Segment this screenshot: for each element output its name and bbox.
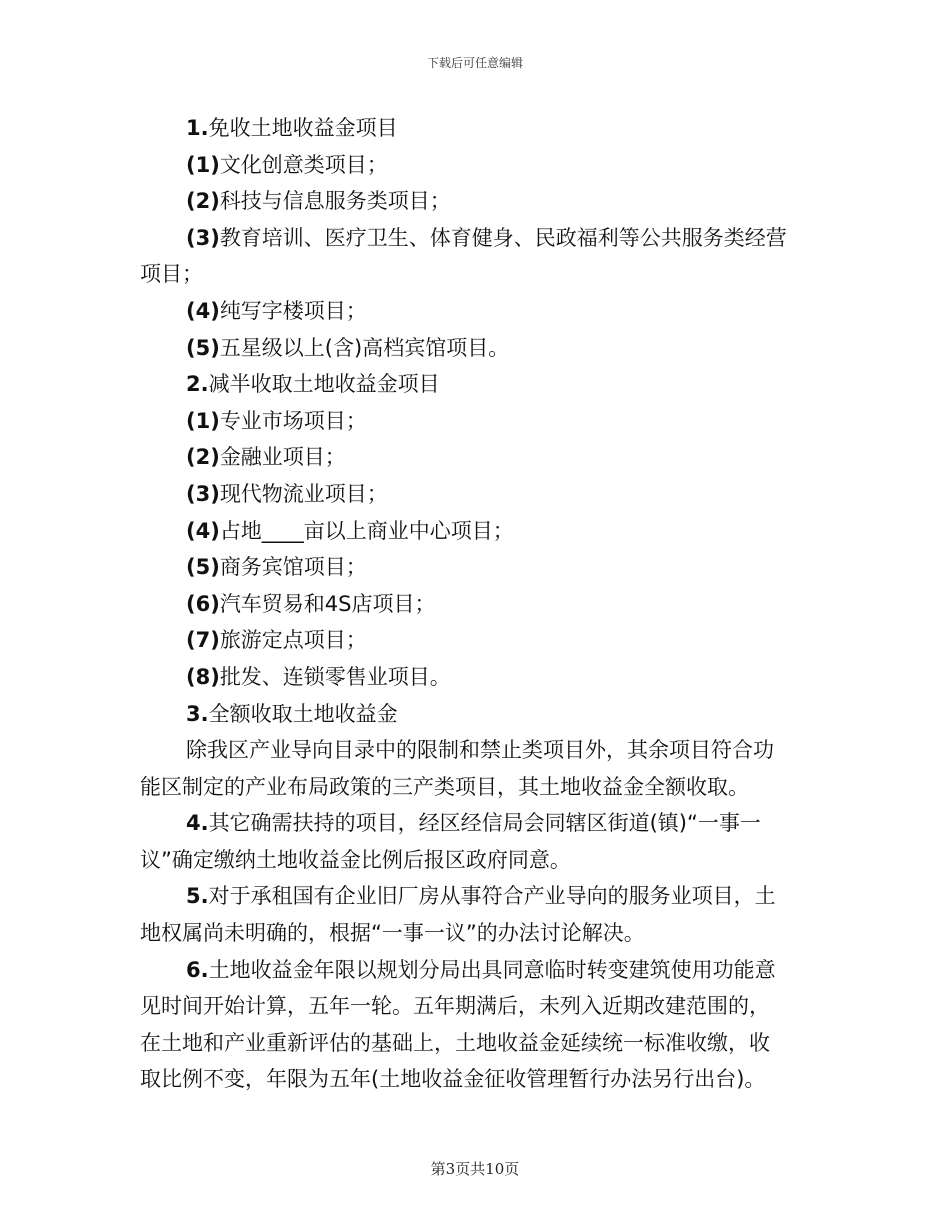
- text-line: [140, 183, 820, 220]
- item-number: 4.: [186, 811, 209, 836]
- line-text: 其它确需扶持的项目，经区经信局会同辖区街道(镇)“一事一: [208, 811, 761, 836]
- text-line: [140, 842, 820, 879]
- page-footer: 第3页共10页: [430, 1160, 520, 1178]
- line-text: 能区制定的产业布局政策的三产类项目，其土地收益金全额收取。: [140, 774, 749, 799]
- item-number: 3.: [186, 701, 209, 726]
- text-line: [140, 256, 820, 293]
- item-number: (5): [186, 555, 220, 580]
- line-text: 纯写字楼项目；: [219, 298, 367, 323]
- text-line: [140, 476, 820, 513]
- text-line: [140, 915, 820, 952]
- item-number: (1): [186, 408, 220, 433]
- item-number: 1.: [186, 116, 209, 140]
- line-text: 除我区产业导向目录中的限制和禁止类项目外，其余项目符合功: [186, 738, 774, 763]
- line-text: 批发、连锁零售业项目。: [219, 664, 451, 689]
- line-text: 金融业项目；: [219, 445, 346, 470]
- text-line: [140, 769, 820, 806]
- text-line: [140, 878, 820, 915]
- line-text: 商务宾馆项目；: [219, 555, 367, 580]
- line-text: 五星级以上(含)高档宾馆项目。: [219, 335, 510, 360]
- line-text: 旅游定点项目；: [219, 628, 367, 653]
- text-line: [140, 696, 820, 733]
- text-line: [140, 220, 820, 257]
- line-text: 取比例不变，年限为五年(土地收益金征收管理暂行办法另行出台)。: [140, 1067, 766, 1092]
- text-line: [140, 513, 820, 550]
- text-line: [140, 439, 820, 476]
- line-text: 项目；: [140, 262, 203, 287]
- item-number: (1): [186, 152, 220, 177]
- item-number: 6.: [186, 957, 209, 982]
- line-text: 专业市场项目；: [219, 408, 367, 433]
- text-line: [140, 586, 820, 623]
- text-line: [140, 988, 820, 1025]
- text-line: [140, 805, 820, 842]
- line-text: 汽车贸易和4S店项目；: [219, 591, 436, 616]
- item-number: (2): [186, 445, 220, 470]
- line-text: 对于承租国有企业旧厂房从事符合产业导向的服务业项目，土: [208, 884, 776, 909]
- item-number: (2): [186, 189, 220, 214]
- line-text: 现代物流业项目；: [219, 481, 388, 506]
- line-text: 议”确定缴纳土地收益金比例后报区政府同意。: [140, 847, 571, 872]
- line-text: 减半收取土地收益金项目: [208, 372, 440, 397]
- line-text: 在土地和产业重新评估的基础上，土地收益金延续统一标准收缴，收: [140, 1030, 770, 1055]
- line-text: 占地____亩以上商业中心项目；: [219, 518, 514, 543]
- item-number: (3): [186, 225, 220, 250]
- line-text: 文化创意类项目；: [219, 152, 388, 177]
- item-number: (6): [186, 591, 220, 616]
- item-number: (5): [186, 335, 220, 360]
- text-line: [140, 549, 820, 586]
- item-number: (4): [186, 518, 220, 543]
- text-line: [140, 403, 820, 440]
- item-number: (7): [186, 628, 220, 653]
- text-line: [140, 622, 820, 659]
- line-text: 全额收取土地收益金: [208, 701, 398, 726]
- line-text: 见时间开始计算，五年一轮。五年期满后，未列入近期改建范围的，: [140, 994, 770, 1019]
- document-body: [140, 110, 820, 1098]
- text-line: [140, 952, 820, 989]
- line-text: 地权属尚未明确的，根据“一事一议”的办法讨论解决。: [140, 921, 645, 946]
- text-line: [140, 366, 820, 403]
- item-number: (3): [186, 481, 220, 506]
- item-number: 2.: [186, 372, 209, 397]
- line-text: 免收土地收益金项目: [208, 116, 398, 140]
- page-header: 下载后可任意编辑: [426, 56, 523, 70]
- text-line: [140, 1061, 820, 1098]
- item-number: 5.: [186, 884, 209, 909]
- text-line: [140, 330, 820, 367]
- text-line: [140, 1025, 820, 1062]
- line-text: 教育培训、医疗卫生、体育健身、民政福利等公共服务类经营: [219, 225, 787, 250]
- line-text: 土地收益金年限以规划分局出具同意临时转变建筑使用功能意: [208, 957, 776, 982]
- text-line: [140, 147, 820, 184]
- line-text: 科技与信息服务类项目；: [219, 189, 451, 214]
- item-number: (4): [186, 298, 220, 323]
- text-line: [140, 732, 820, 769]
- item-number: (8): [186, 664, 220, 689]
- text-line: [140, 110, 820, 147]
- text-line: [140, 293, 820, 330]
- text-line: [140, 659, 820, 696]
